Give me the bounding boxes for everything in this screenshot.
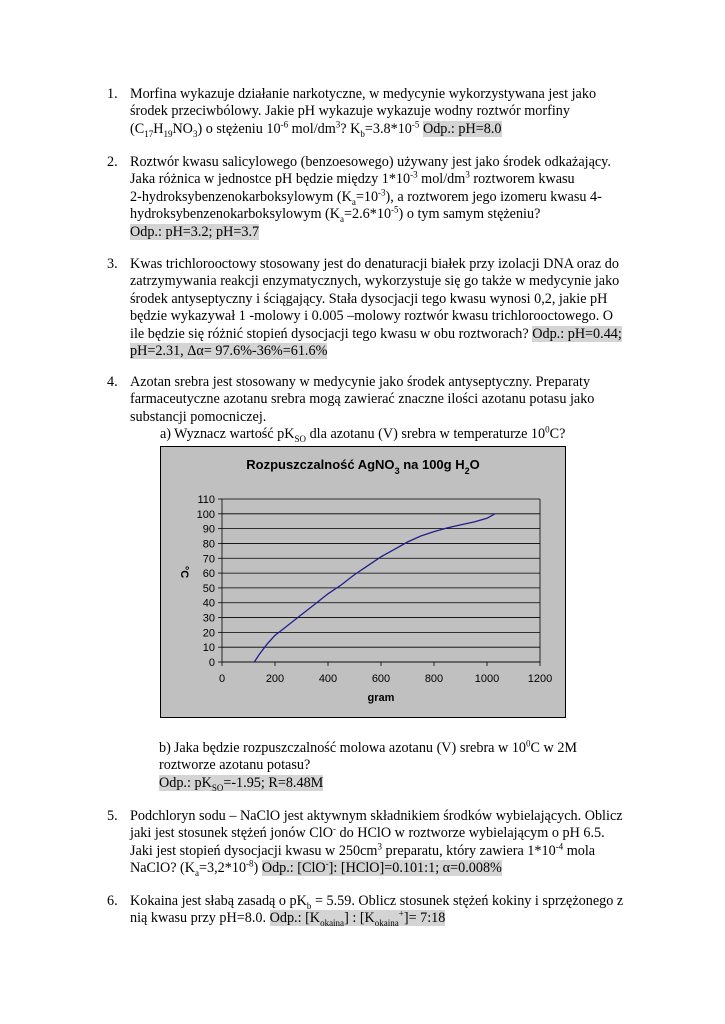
y-tick-label: 110 xyxy=(197,494,215,506)
y-tick-label: 50 xyxy=(202,582,215,595)
y-tick-label: 30 xyxy=(202,612,215,625)
answer-highlight: Odp.: [ClO-]: [HClO]=0.101:1; α=0.008% xyxy=(261,858,502,877)
question-text: Azotan srebra jest stosowany w medycynie jako środek antyseptyczny. Preparaty farmaceutyczne azotanu srebra mogą zawierać znaczne ilości azotanu potasu jako substancji pomocniczej. a) Wyznacz wartość $pK_{SO}$ dla azotanu (V) srebra w temperaturze $10^0C$? xyxy=(130,374,640,444)
answer-highlight: Odp.: $pK_{SO}=-1.95$; R=8.48M xyxy=(159,774,324,793)
question-text: Podchloryn sodu – NaClO jest aktywnym składnikiem środków wybielających. Oblicz jaki jest stosunek stężeń jonów ClO- do HClO w roztworze wybielającym o pH 6.5. Jaki jest stopień dysocjacji kwasu w $250cm^3$ preparatu, który zawiera $1*10^{-4}$ mola NaClO? $(K_a=3,2*10^{-8})$ Odp.: [ClO-]: [HClO]=0.101:1; α=0.008% xyxy=(130,808,623,879)
plot-frame xyxy=(222,499,540,662)
question-text: Kwas trichlorooctowy stosowany jest do denaturacji białek przy izolacji DNA oraz do zatrzymywania reakcji enzymatycznych, wykorzystuje się go także w medycynie jako środek antyseptyczny i ściągający. Stała dysocjacji tego kwasu wynosi 0,2, jakie pH będzie wykazywał 1 -molowy i 0.005 –molowy roztwór kwasu trichlorooctowego. O ile będzie się różnić stopień dysocjacji tego kwasu w obu roztworach? Odp.: pH=0.44; pH=2.31, Δα= 97.6%-36%=61.6% xyxy=(130,256,622,360)
question-text: b) Jaka będzie rozpuszczalność molowa azotanu (V) srebra w $10^0C$ w 2M roztworze azotanu potasu? Odp.: $pK_{SO}=-1.95$; R=8.48M xyxy=(159,738,578,793)
y-tick-label: 10 xyxy=(202,642,215,655)
x-tick-label: 800 xyxy=(424,673,444,685)
y-tick-label: 60 xyxy=(202,568,215,581)
question-number: 2. xyxy=(107,154,118,170)
chart-svg xyxy=(161,447,565,717)
x-tick-label: 400 xyxy=(318,673,338,685)
question-number: 1. xyxy=(107,86,118,102)
answer-highlight: Odp.: $[K_{okaina}]$ : $[K_{okaina}^+]=$ 7:18 xyxy=(269,908,446,929)
y-tick-label: 90 xyxy=(202,523,215,536)
grid-lines xyxy=(218,499,540,666)
y-tick-label: 80 xyxy=(202,538,215,551)
answer-highlight: Odp.: pH=8.0 xyxy=(422,120,502,137)
y-axis-label: °C xyxy=(178,565,190,579)
question-text: Roztwór kwasu salicylowego (benzoesowego) używany jest jako środek odkażający. Jaka różnica w jednostce pH będzie między $1*10^{-3}$ mol/$dm^3$ roztworem kwasu 2-hydroksybenzenokarboksylowym $(K_a=10^{-3})$, a roztworem jego izomeru kwasu 4- hydroksybenzenokarboksylowym $(K_a=2.6*10^{-5})$ o tym samym stężeniu? Odp.: pH=3.2; pH=3.7 xyxy=(130,154,611,240)
x-tick-label: 1200 xyxy=(527,673,553,685)
y-tick-label: 70 xyxy=(202,553,215,566)
x-axis-label: gram xyxy=(367,692,395,704)
question-number: 4. xyxy=(107,374,118,390)
y-tick-label: 20 xyxy=(202,627,215,640)
answer-highlight: Odp.: pH=0.44; xyxy=(532,325,622,342)
text-line: środek przeciwbólowy. Jakie pH wykazuje wykazuje wodny roztwór morfiny xyxy=(130,103,570,120)
question-text: Kokaina jest słabą zasadą o $pK_b = 5.59$. Oblicz stosunek stężeń kokiny i sprzężonego z nią kwasu przy pH=8.0. Odp.: $[K_{okaina}]$ : $[K_{okaina}^+]=$ 7:18 xyxy=(130,893,624,929)
question-number: 6. xyxy=(107,893,118,909)
subquestion-a: a) Wyznacz wartość $pK_{SO}$ dla azotanu (V) srebra w temperaturze $10^0C$? xyxy=(160,424,566,445)
x-tick-label: 200 xyxy=(265,673,285,685)
x-tick-label: 1000 xyxy=(474,673,500,685)
tick-labels xyxy=(197,494,553,685)
question-number: 3. xyxy=(107,256,118,272)
text-line: Morfina wykazuje działanie narkotyczne, w medycynie wykorzystywana jest jako xyxy=(130,86,597,102)
x-tick-label: 600 xyxy=(371,673,391,685)
y-tick-label: 40 xyxy=(202,597,215,610)
chart-title: Rozpuszczalność AgNO$_3$ na 100g $H_2O$ xyxy=(246,457,480,476)
answer-highlight: Odp.: pH=3.2; pH=3.7 xyxy=(130,223,260,240)
y-tick-label: 0 xyxy=(208,657,215,669)
answer-highlight: pH=2.31, Δα= 97.6%-36%=61.6% xyxy=(130,343,328,360)
y-tick-label: 100 xyxy=(196,508,215,521)
question-text: Morfina wykazuje działanie narkotyczne, w medycynie wykorzystywana jest jako środek przeciwbólowy. Jakie pH wykazuje wykazuje wodny roztwór morfiny $(C_{17}H_{19}NO_3)$ o stężeniu $10^{-6}$ mol/$dm^3$? $K_b=3.8*10^{-5}$ Odp.: pH=8.0 xyxy=(130,86,597,139)
solubility-chart xyxy=(160,446,566,718)
x-tick-label: 0 xyxy=(218,673,226,685)
question-number: 5. xyxy=(107,808,118,824)
